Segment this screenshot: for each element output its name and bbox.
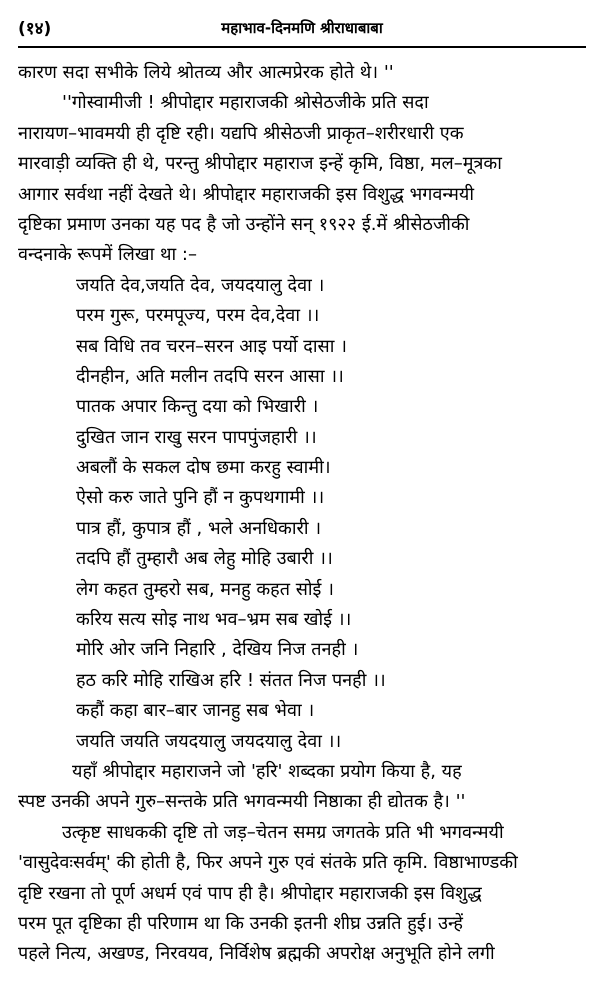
- verse-line: पात्र हौं, कुपात्र हौं , भले अनधिकारी ।: [76, 517, 322, 539]
- text-line: स्पष्ट उनकी अपने गुरु–सन्तके प्रति भगवन्मयी निष्ठाका ही द्योतक है। '': [18, 791, 466, 813]
- verse-line: लेग कहत तुम्हरो सब, मनहु कहत सोई ।: [76, 578, 334, 600]
- text-line: दृष्टि रखना तो पूर्ण अधर्म एवं पाप ही है। श्रीपोद्दार महाराजकी इस विशुद्ध: [18, 882, 482, 904]
- text-line: ''गोस्वामीजी ! श्रीपोद्दार महाराजकी श्रोसेठजीके प्रति सदा: [62, 92, 429, 114]
- verse-line: जयति देव,जयति देव, जयदयालु देवा ।: [76, 274, 325, 296]
- verse-line: कहौं कहा बार–बार जानहु सब भेवा ।: [76, 700, 315, 722]
- verse-line: मोरि ओर जनि निहारि , देखिय निज तनही ।: [76, 639, 359, 661]
- verse-line: ऐसो करु जाते पुनि हौं न कुपथगामी ।।: [76, 487, 325, 509]
- text-line: आगार सर्वथा नहीं देखते थे। श्रीपोद्दार महाराजकी इस विशुद्ध भगवन्मयी: [18, 183, 475, 205]
- page-number: (१४): [18, 19, 52, 39]
- body-text: [18, 58, 584, 970]
- text-line: 'वासुदेवःसर्वम्' की होती है, फिर अपने गुरु एवं संतके प्रति कृमि. विष्ठाभाण्डकी: [18, 852, 518, 874]
- verse-line: करिय सत्य सोइ नाथ भव–भ्रम सब खोई ।।: [76, 609, 352, 631]
- text-line: उत्कृष्ट साधककी दृष्टि तो जड़–चेतन समग्र जगतके प्रति भी भगवन्मयी: [62, 821, 504, 843]
- verse-line: जयति जयति जयदयालु जयदयालु देवा ।।: [76, 730, 342, 752]
- verse-line: दीनहीन, अति मलीन तदपि सरन आसा ।।: [76, 365, 344, 387]
- verse-line: परम गुरू, परमपूज्य, परम देव,देवा ।।: [76, 305, 320, 327]
- verse-line: सब विधि तव चरन–सरन आइ पर्यो दासा ।: [76, 335, 347, 357]
- text-line: नारायण–भावमयी ही दृष्टि रही। यद्यपि श्रीसेठजी प्राकृत–शरीरधारी एक: [18, 122, 464, 144]
- text-line: दृष्टिका प्रमाण उनका यह पद है जो उन्होंने सन् १९२२ ई.में श्रीसेठजीकी: [18, 213, 470, 235]
- text-line: यहाँ श्रीपोद्दार महाराजने जो 'हरि' शब्दका प्रयोग किया है, यह: [72, 760, 462, 782]
- running-title: महाभाव-दिनमणि श्रीराधाबाबा: [221, 19, 383, 37]
- text-line: मारवाड़ी व्यक्ति ही थे, परन्तु श्रीपोद्दार महाराज इन्हें कृमि, विष्ठा, मल–मूत्रका: [18, 153, 502, 175]
- verse-line: तदपि हौं तुम्हारौ अब लेहु मोहि उबारी ।।: [76, 548, 333, 570]
- text-line: पहले नित्य, अखण्ड, निरवयव, निर्विशेष ब्रह्मकी अपरोक्ष अनुभूति होने लगी: [18, 943, 495, 965]
- verse-line: दुखित जान राखु सरन पापपुंजहारी ।।: [76, 426, 317, 448]
- verse-line: हठ करि मोहि राखिअ हरि ! संतत निज पनही ।।: [76, 669, 386, 691]
- verse-line: पातक अपार किन्तु दया को भिखारी ।: [76, 396, 319, 418]
- page-header: [18, 12, 586, 48]
- verse-line: अबलौं के सकल दोष छमा करहु स्वामी।: [76, 457, 331, 479]
- text-line: कारण सदा सभीके लिये श्रोतव्य और आत्मप्रेरक होते थे। '': [18, 62, 394, 83]
- text-line: परम पूत दृष्टिका ही परिणाम था कि उनकी इतनी शीघ्र उन्नति हुई। उन्हें: [18, 912, 463, 934]
- text-line: वन्दनाके रूपमें लिखा था :–: [18, 244, 197, 266]
